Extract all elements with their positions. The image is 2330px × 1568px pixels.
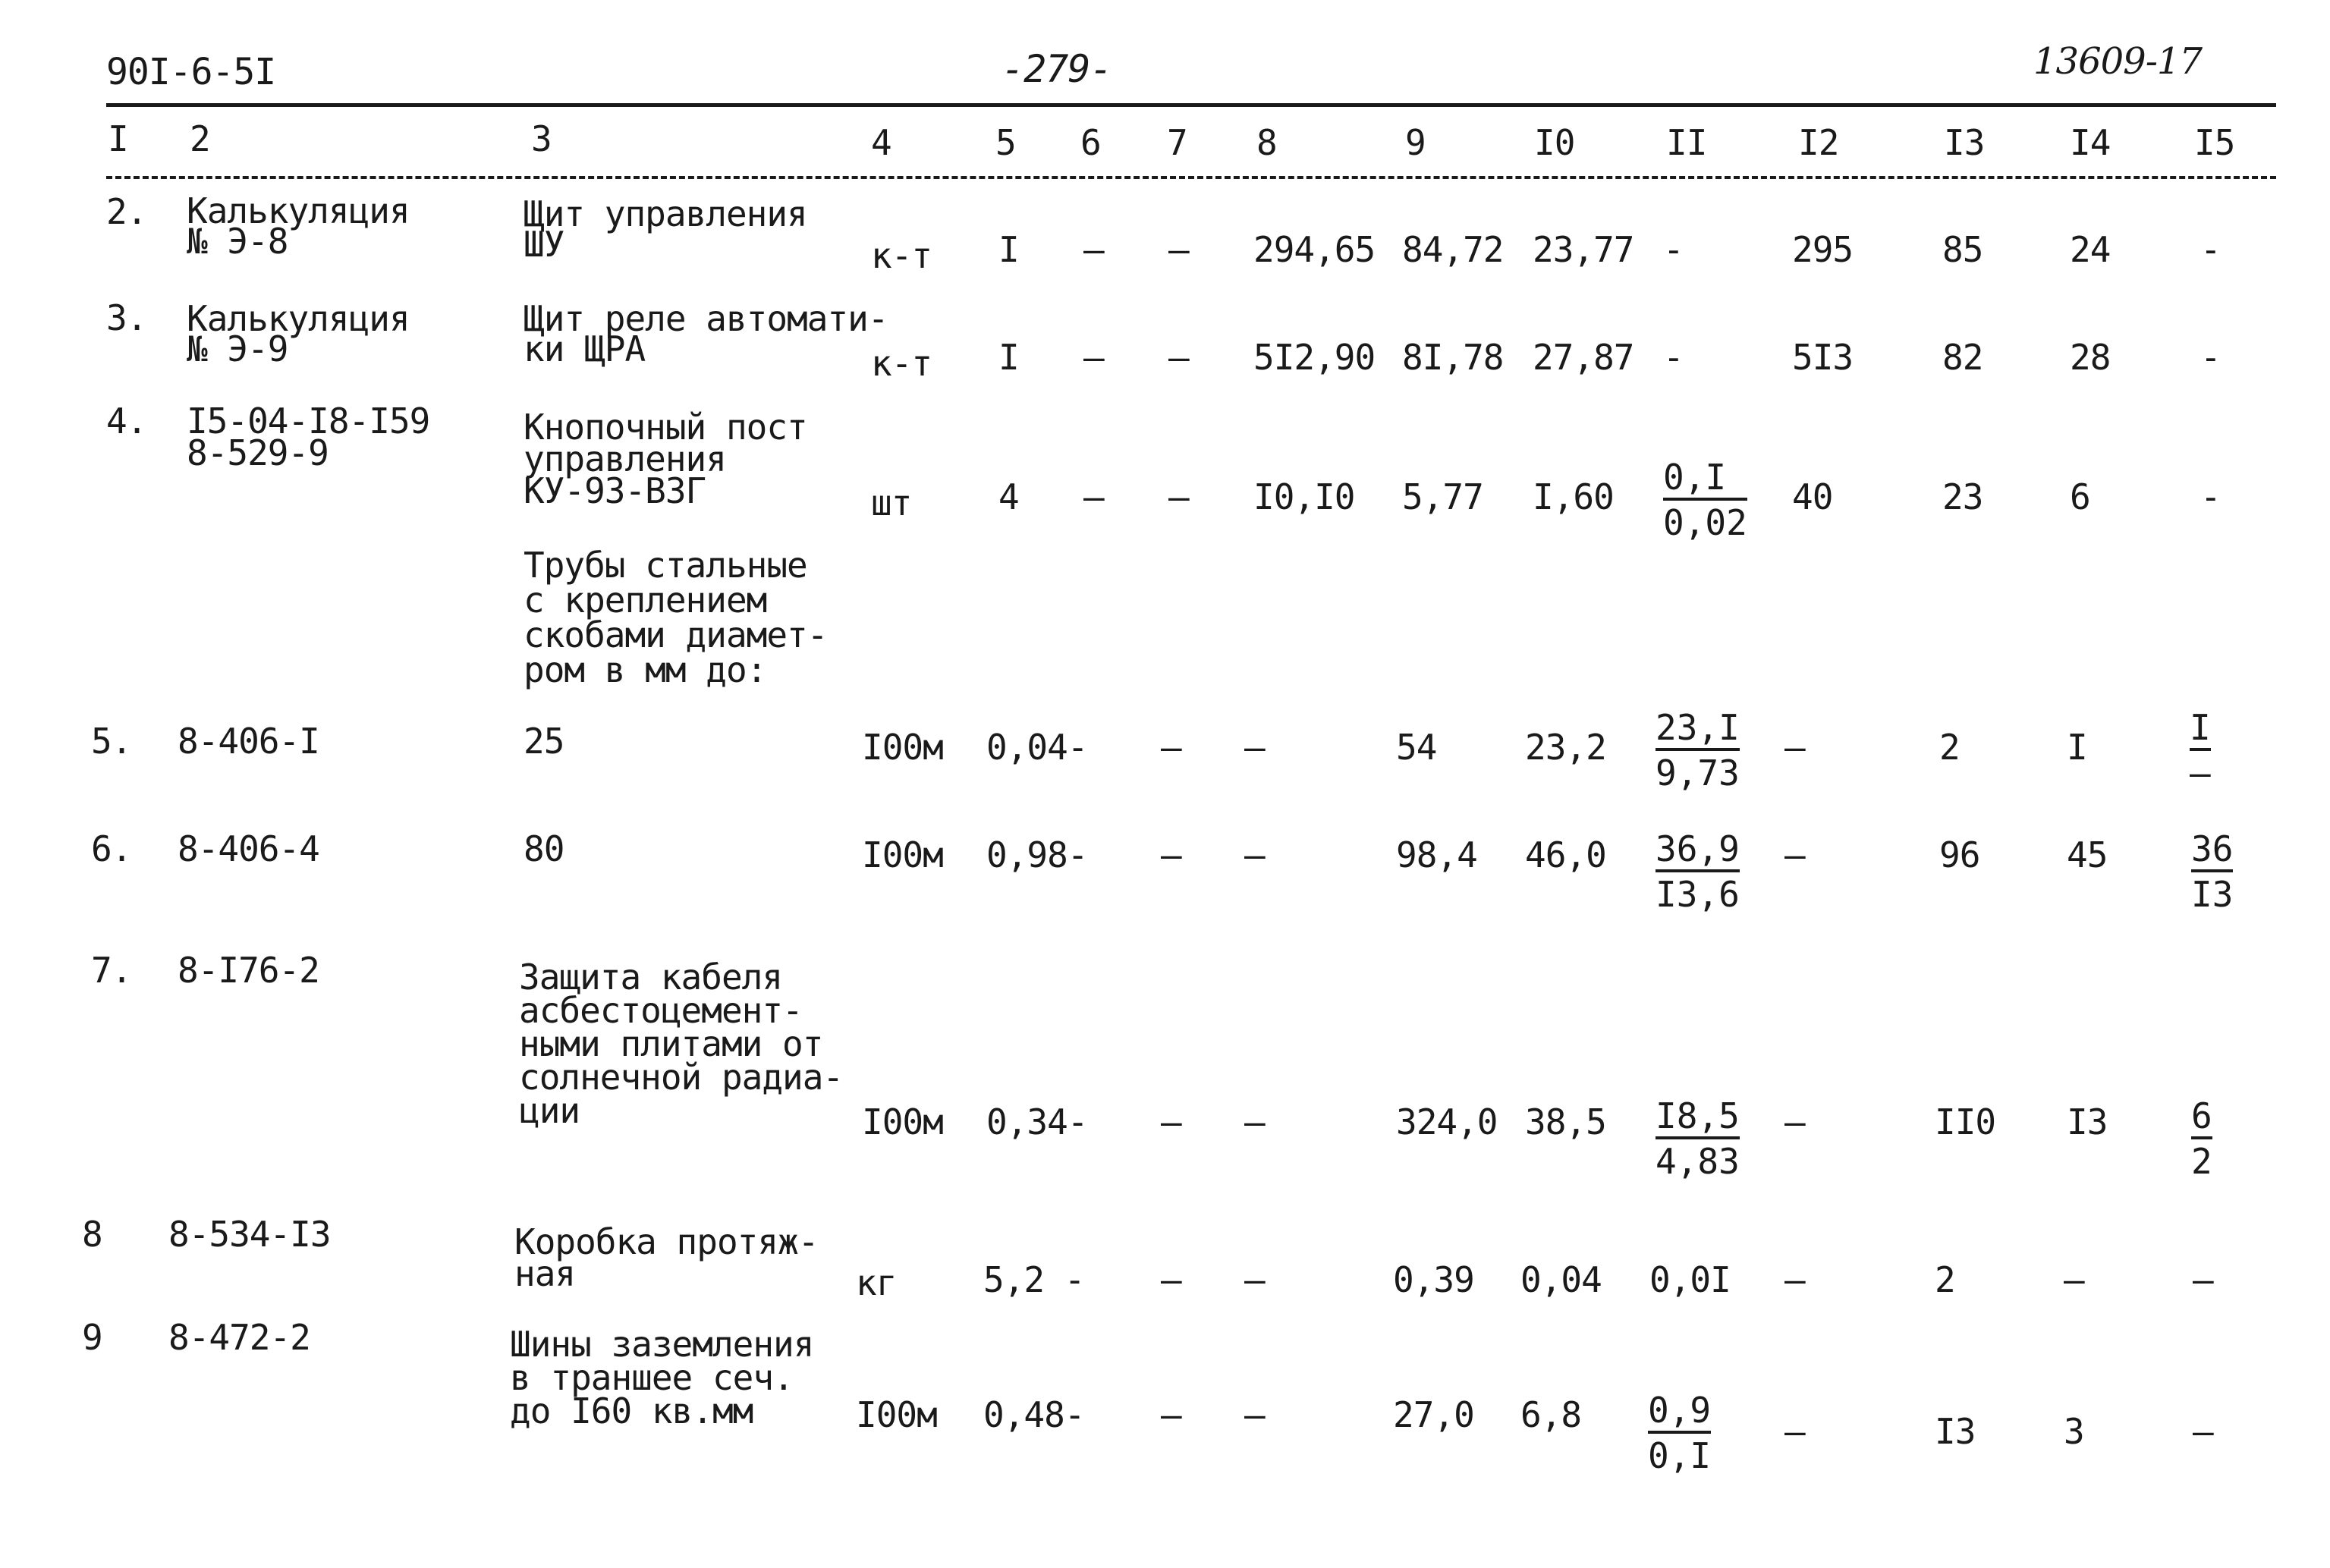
- row-2-c12: 295: [1792, 229, 1854, 270]
- row-9-c12: –: [1784, 1411, 1805, 1452]
- document-code: 90I-6-5I: [106, 51, 276, 93]
- row-9-c14: 3: [2064, 1411, 2084, 1452]
- row-5-c7: –: [1244, 727, 1265, 768]
- row-9-c11-num: 0,9: [1648, 1393, 1711, 1434]
- row-8-c5: 5,2 -: [983, 1259, 1085, 1300]
- row-7-c6: –: [1161, 1101, 1181, 1142]
- col-header-8: 8: [1256, 122, 1277, 163]
- row-2-unit: к-т: [871, 235, 932, 276]
- row-8-c9: 0,39: [1393, 1259, 1474, 1300]
- row-2-c7: –: [1168, 229, 1189, 270]
- row-8-c11: 0,0I: [1649, 1259, 1731, 1300]
- row-9-c9: 27,0: [1393, 1394, 1474, 1435]
- col-header-5: 5: [995, 122, 1016, 163]
- row-5-code: 8-406-I: [178, 721, 319, 762]
- row-9-c10: 6,8: [1520, 1394, 1582, 1435]
- row-5-unit: I00м: [862, 727, 943, 768]
- col-header-3: 3: [531, 118, 552, 159]
- row-8-c7: –: [1244, 1259, 1265, 1300]
- row-6-c15-num: 36: [2191, 831, 2233, 872]
- row-3-unit: к-т: [871, 343, 932, 384]
- row-5-no: 5.: [91, 721, 132, 762]
- col-header-11: II: [1666, 122, 1707, 163]
- row-3-no: 3.: [106, 297, 147, 338]
- row-5-c11: [1656, 707, 1740, 793]
- row-8-c13: 2: [1935, 1259, 1955, 1300]
- row-9-c6: –: [1161, 1394, 1181, 1435]
- row-6-c7: –: [1244, 834, 1265, 875]
- row-9-no: 9: [82, 1317, 102, 1358]
- row-5-c15-num: I: [2190, 710, 2211, 751]
- row-6-unit: I00м: [862, 834, 943, 875]
- row-3-c15: -: [2200, 337, 2221, 378]
- row-8-name: Коробка протяж- ная: [514, 1221, 819, 1294]
- col-header-15: I5: [2194, 122, 2235, 163]
- row-7-c15-num: 6: [2191, 1098, 2212, 1139]
- col-header-10: I0: [1534, 122, 1575, 163]
- row-2-c6: –: [1083, 229, 1104, 270]
- row-3-name: Щит реле автомати- ки ЩРА: [524, 298, 888, 369]
- row-4-c10: I,60: [1533, 476, 1614, 517]
- row-4-name: Кнопочный пост управления КУ-93-ВЗГ: [524, 407, 807, 511]
- row-5-c14: I: [2067, 727, 2087, 768]
- row-2-name: Щит управления ШУ: [524, 193, 807, 265]
- row-9-c11: [1648, 1390, 1712, 1476]
- row-9-c13: I3: [1935, 1411, 1976, 1452]
- row-7-c13: II0: [1935, 1101, 1996, 1142]
- row-3-c9: 8I,78: [1402, 337, 1504, 378]
- row-4-c15: -: [2200, 476, 2221, 517]
- row-3-c12: 5I3: [1792, 337, 1854, 378]
- row-5-c13: 2: [1939, 727, 1960, 768]
- row-3-code: Калькуляция № Э-9: [187, 298, 410, 369]
- col-header-14: I4: [2070, 122, 2111, 163]
- row-9-c5: 0,48-: [983, 1394, 1085, 1435]
- row-4-c9: 5,77: [1402, 476, 1483, 517]
- row-7-c14: I3: [2067, 1101, 2108, 1142]
- row-2-c14: 24: [2070, 229, 2111, 270]
- row-2-c13: 85: [1942, 229, 1983, 270]
- row-6-no: 6.: [91, 828, 132, 869]
- row-8-c10: 0,04: [1520, 1259, 1602, 1300]
- row-8-no: 8: [82, 1214, 102, 1255]
- row-7-code: 8-I76-2: [178, 950, 319, 991]
- row-3-c6: –: [1083, 337, 1104, 378]
- row-6-c14: 45: [2067, 834, 2108, 875]
- row-2-c8: 294,65: [1253, 229, 1376, 270]
- row-2-c5: I: [998, 229, 1019, 270]
- row-7-c10: 38,5: [1525, 1101, 1606, 1142]
- row-6-c10: 46,0: [1525, 834, 1606, 875]
- row-6-name: 80: [524, 828, 564, 869]
- row-3-c5: I: [998, 337, 1019, 378]
- row-5-c9: 54: [1396, 727, 1437, 768]
- row-2-c9: 84,72: [1402, 229, 1504, 270]
- row-6-c15: [2191, 828, 2234, 915]
- row-9-name: Шины заземления в траншее сеч. до I60 кв.мм: [510, 1324, 814, 1431]
- row-5-c11-num: 23,I: [1656, 710, 1740, 751]
- row-8-unit: кг: [856, 1262, 897, 1303]
- row-8-c12: –: [1784, 1259, 1805, 1300]
- row-7-c12: –: [1784, 1101, 1805, 1142]
- col-header-9: 9: [1405, 122, 1426, 163]
- row-6-c11-den: I3,6: [1656, 874, 1740, 915]
- row-9-unit: I00м: [856, 1394, 937, 1435]
- row-8-c6: –: [1161, 1259, 1181, 1300]
- row-7-name: Защита кабеля асбестоцемент- ными плитами от солнечной радиа- ции: [519, 957, 844, 1131]
- col-header-12: I2: [1798, 122, 1839, 163]
- row-3-c13: 82: [1942, 337, 1983, 378]
- row-8-c15: –: [2193, 1259, 2213, 1300]
- row-4-unit: шт: [871, 482, 912, 523]
- row-7-c15-den: 2: [2191, 1141, 2212, 1182]
- row-7-c9: 324,0: [1396, 1101, 1498, 1142]
- row-7-c7: –: [1244, 1101, 1265, 1142]
- row-4-c6: –: [1083, 476, 1104, 517]
- row-2-c10: 23,77: [1533, 229, 1634, 270]
- pipes-heading: Трубы стальные с креплением скобами диамет- ром в мм до:: [524, 545, 828, 690]
- row-5-c12: –: [1784, 727, 1805, 768]
- row-2-no: 2.: [106, 191, 147, 232]
- row-4-c11: [1663, 457, 1747, 543]
- row-8-code: 8-534-I3: [168, 1214, 331, 1255]
- row-5-c6: –: [1161, 727, 1181, 768]
- header-rule: [106, 103, 2276, 107]
- row-5-c11-den: 9,73: [1656, 753, 1740, 793]
- row-7-unit: I00м: [862, 1101, 943, 1142]
- row-6-c6: –: [1161, 834, 1181, 875]
- row-7-c11: [1656, 1095, 1740, 1182]
- col-header-13: I3: [1944, 122, 1985, 163]
- row-3-c10: 27,87: [1533, 337, 1634, 378]
- row-7-c11-den: 4,83: [1656, 1141, 1740, 1182]
- row-4-c11-den: 0,02: [1663, 502, 1747, 543]
- col-header-4: 4: [871, 122, 891, 163]
- row-9-c11-den: 0,I: [1648, 1435, 1712, 1476]
- column-header-rule: [106, 176, 2276, 179]
- row-6-c5: 0,98-: [986, 834, 1088, 875]
- row-6-c11: [1656, 828, 1740, 915]
- page-number: -279-: [1001, 47, 1112, 91]
- row-6-c13: 96: [1939, 834, 1980, 875]
- row-5-c10: 23,2: [1525, 727, 1606, 768]
- row-3-c8: 5I2,90: [1253, 337, 1376, 378]
- row-4-c14: 6: [2070, 476, 2090, 517]
- row-4-c11-num: 0,I: [1663, 460, 1747, 501]
- row-4-c7: –: [1168, 476, 1189, 517]
- row-7-c5: 0,34-: [986, 1101, 1088, 1142]
- row-2-code: Калькуляция № Э-8: [187, 190, 410, 262]
- row-9-code: 8-472-2: [168, 1317, 310, 1358]
- row-6-c15-den: I3: [2191, 874, 2234, 915]
- row-7-c11-num: I8,5: [1656, 1098, 1740, 1139]
- row-4-c12: 40: [1792, 476, 1833, 517]
- row-5-c5: 0,04-: [986, 727, 1088, 768]
- row-6-code: 8-406-4: [178, 828, 319, 869]
- row-4-c13: 23: [1942, 476, 1983, 517]
- row-3-c14: 28: [2070, 337, 2111, 378]
- row-4-code: I5-04-I8-I59 8-529-9: [187, 401, 430, 473]
- row-2-c11: -: [1663, 229, 1684, 270]
- archive-stamp: 13609-17: [2033, 40, 2202, 83]
- row-3-c7: –: [1168, 337, 1189, 378]
- row-4-no: 4.: [106, 401, 147, 441]
- row-5-name: 25: [524, 721, 564, 762]
- row-9-c7: –: [1244, 1394, 1265, 1435]
- row-3-c11: -: [1663, 337, 1684, 378]
- row-7-c15: [2191, 1095, 2212, 1182]
- col-header-2: 2: [190, 118, 210, 159]
- row-6-c12: –: [1784, 834, 1805, 875]
- row-5-c15-den: –: [2190, 753, 2211, 793]
- row-7-no: 7.: [91, 950, 132, 991]
- col-header-1: I: [108, 118, 128, 159]
- row-2-c15: -: [2200, 229, 2221, 270]
- row-9-c15: –: [2193, 1411, 2213, 1452]
- row-6-c11-num: 36,9: [1656, 831, 1740, 872]
- row-4-c5: 4: [998, 476, 1019, 517]
- col-header-7: 7: [1167, 122, 1187, 163]
- row-6-c9: 98,4: [1396, 834, 1477, 875]
- row-5-c15: [2190, 707, 2211, 793]
- row-4-c8: I0,I0: [1253, 476, 1355, 517]
- row-8-c14: –: [2064, 1259, 2084, 1300]
- col-header-6: 6: [1080, 122, 1101, 163]
